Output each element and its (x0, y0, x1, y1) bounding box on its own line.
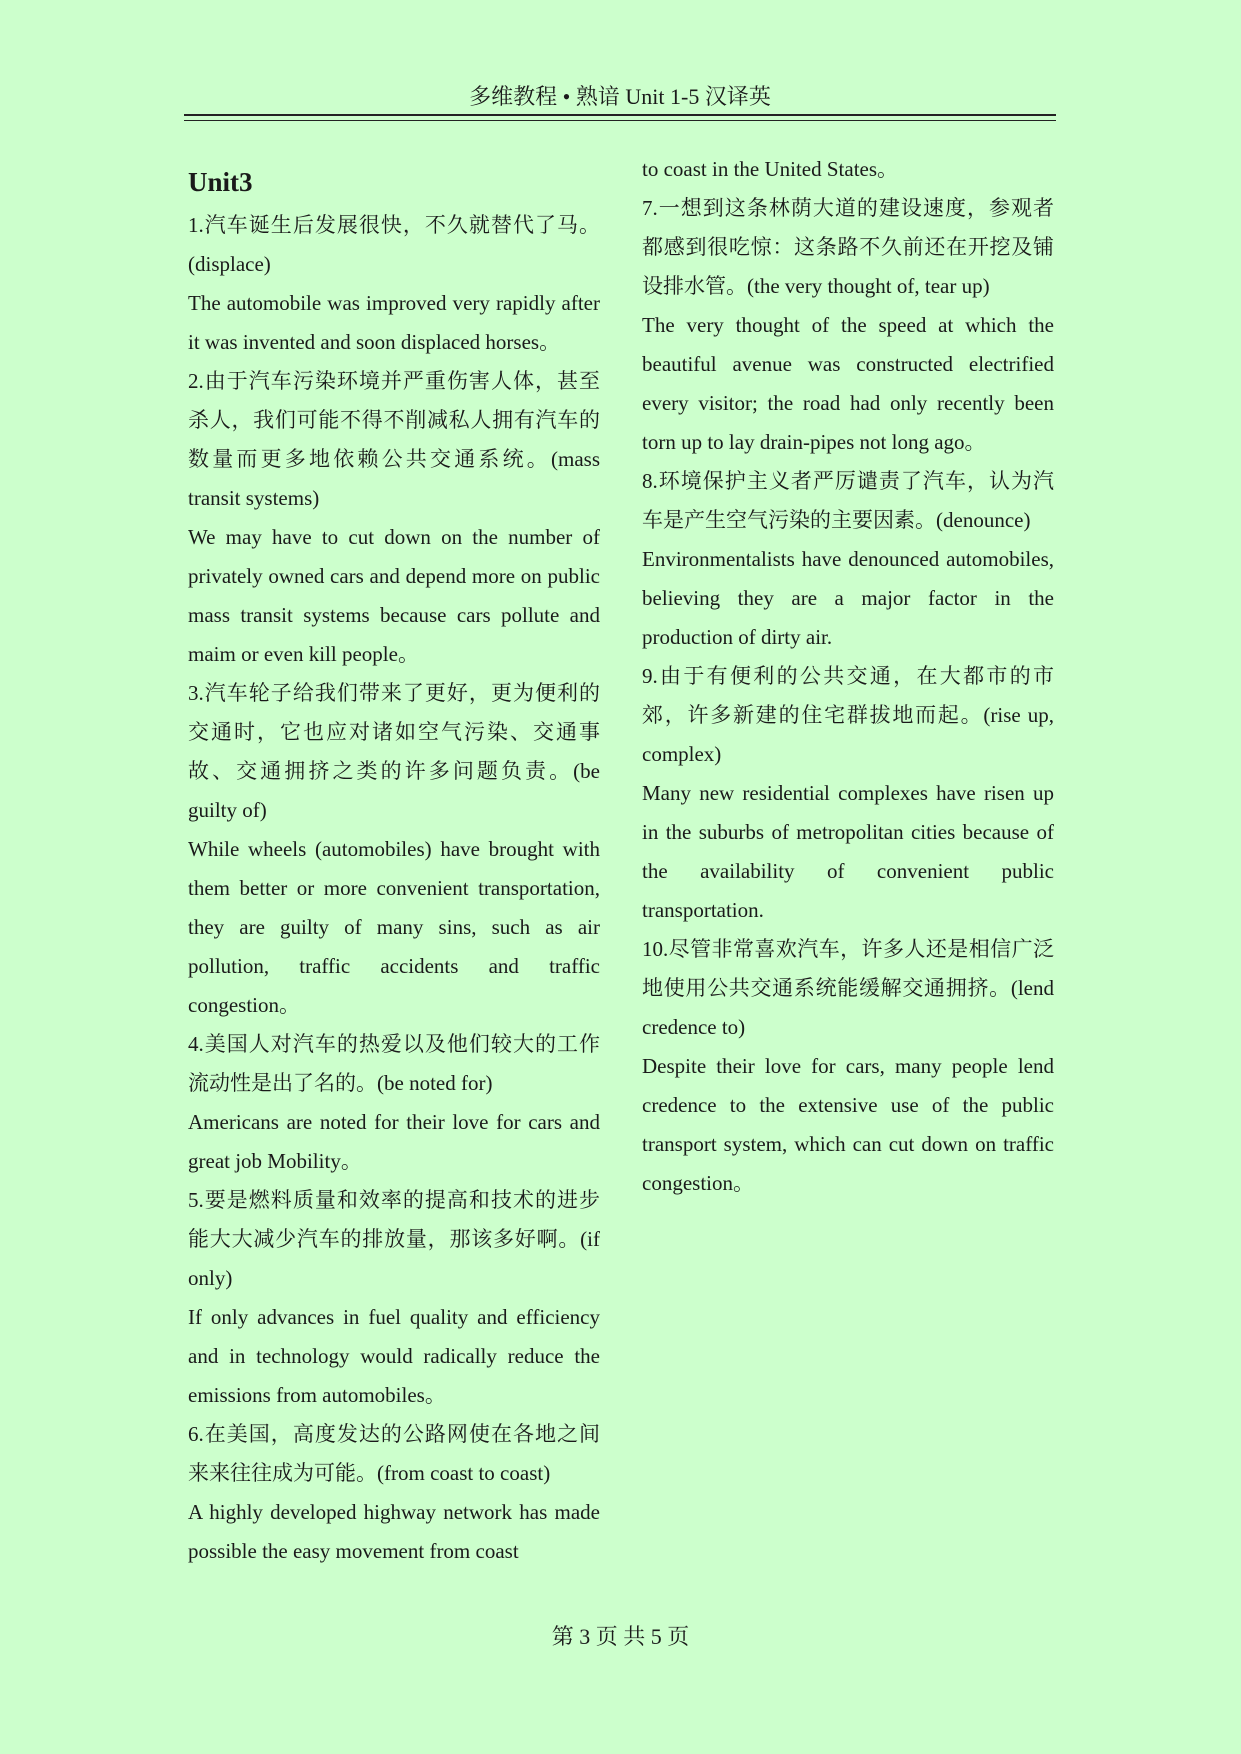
item-6-chinese: 6.在美国，高度发达的公路网使在各地之间来来往往成为可能。(from coast to coast) (188, 1422, 600, 1485)
item-3-english: While wheels (automobiles) have brought with them better or more convenient transportation, they are guilty of many sins, such as air pollution, traffic accidents and traffic congestion。 (188, 837, 600, 1017)
item-1-english: The automobile was improved very rapidly after it was invented and soon displaced horses。 (188, 291, 600, 354)
item-4-english: Americans are noted for their love for cars and great job Mobility。 (188, 1110, 600, 1173)
item-3-chinese: 3.汽车轮子给我们带来了更好，更为便利的交通时，它也应对诸如空气污染、交通事故、交通拥挤之类的许多问题负责。(be guilty of) (188, 681, 600, 822)
page-number-footer: 第 3 页 共 5 页 (551, 1624, 690, 1649)
item-8-english: Environmentalists have denounced automobiles, believing they are a major factor in the production of dirty air. (642, 547, 1054, 649)
item-9-chinese: 9.由于有便利的公共交通，在大都市的市郊，许多新建的住宅群拔地而起。(rise up, complex) (642, 664, 1054, 766)
item-6-english-continued: to coast in the United States。 (642, 157, 899, 181)
item-8-chinese: 8.环境保护主义者严厉谴责了汽车，认为汽车是产生空气污染的主要因素。(denounce) (642, 469, 1054, 532)
left-column (188, 160, 600, 1571)
item-7-chinese: 7.一想到这条林荫大道的建设速度，参观者都感到很吃惊：这条路不久前还在开挖及铺设排水管。(the very thought of, tear up) (642, 196, 1054, 298)
unit-title: Unit3 (188, 167, 253, 197)
header-double-rule (184, 114, 1056, 121)
item-10-english: Despite their love for cars, many people lend credence to the extensive use of the public transport system, which can cut down on traffic congestion。 (642, 1054, 1054, 1195)
item-4-chinese: 4.美国人对汽车的热爱以及他们较大的工作流动性是出了名的。(be noted for) (188, 1032, 600, 1095)
item-6-english: A highly developed highway network has made possible the easy movement from coast (188, 1500, 600, 1563)
item-2-english: We may have to cut down on the number of privately owned cars and depend more on public mass transit systems because cars pollute and maim or even kill people。 (188, 525, 600, 666)
item-9-english: Many new residential complexes have risen up in the suburbs of metropolitan cities because of the availability of convenient public transportation. (642, 781, 1054, 922)
item-5-english: If only advances in fuel quality and efficiency and in technology would radically reduce the emissions from automobiles。 (188, 1305, 600, 1407)
item-7-english: The very thought of the speed at which the beautiful avenue was constructed electrified every visitor; the road had only recently been torn up to lay drain-pipes not long ago。 (642, 313, 1054, 454)
item-2-chinese: 2.由于汽车污染环境并严重伤害人体，甚至杀人，我们可能不得不削减私人拥有汽车的数量而更多地依赖公共交通系统。(mass transit systems) (188, 369, 600, 510)
page-header: 多维教程 • 熟谙 Unit 1-5 汉译英 (469, 84, 771, 109)
item-5-chinese: 5.要是燃料质量和效率的提高和技术的进步能大大减少汽车的排放量，那该多好啊。(if only) (188, 1188, 600, 1290)
item-10-chinese: 10.尽管非常喜欢汽车，许多人还是相信广泛地使用公共交通系统能缓解交通拥挤。(lend credence to) (642, 937, 1054, 1039)
right-column (642, 150, 1054, 1203)
item-1-chinese: 1.汽车诞生后发展很快，不久就替代了马。(displace) (188, 213, 600, 276)
